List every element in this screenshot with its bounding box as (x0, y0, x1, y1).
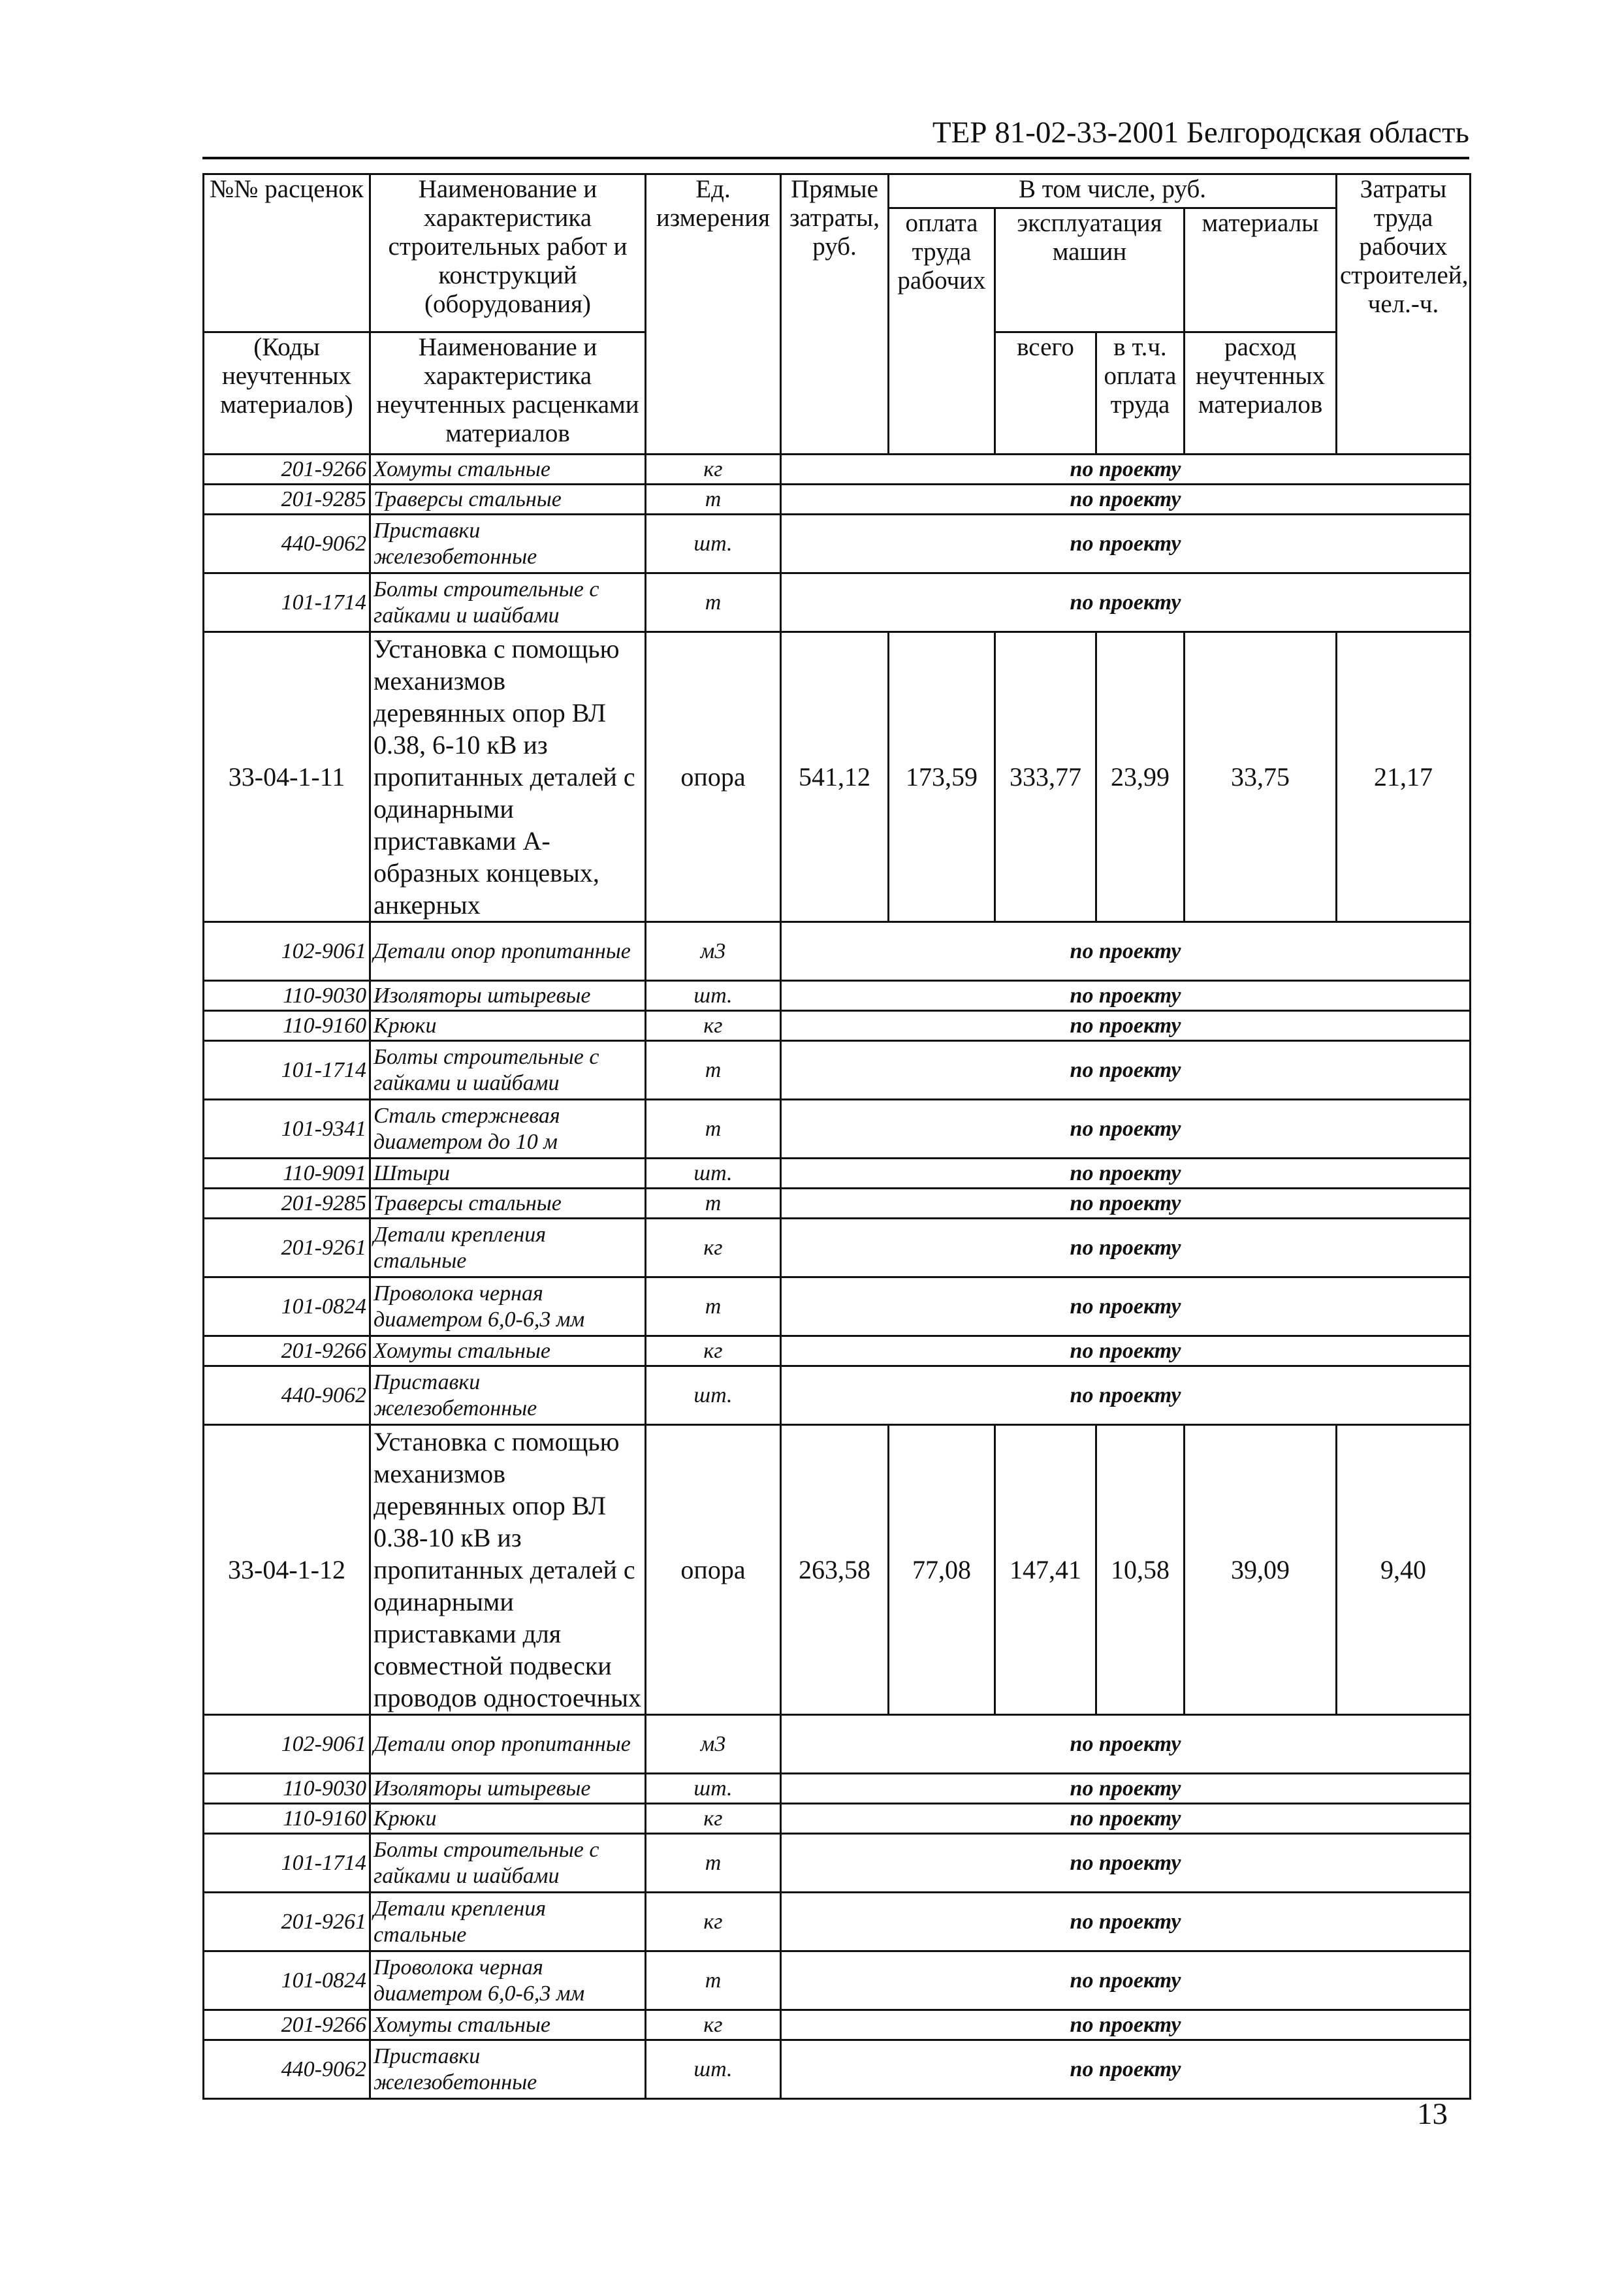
machines-wages: 23,99 (1096, 632, 1185, 922)
material-name: Приставки железобетонные (370, 2040, 646, 2099)
rates-table (202, 173, 1471, 2100)
material-code: 102-9061 (204, 922, 370, 981)
material-unit: шт. (646, 1774, 781, 1804)
col-name-bottom: Наименование и характеристика неучтенных расценками материалов (370, 332, 646, 455)
material-name: Штыри (370, 1159, 646, 1189)
material-unit: шт. (646, 1159, 781, 1189)
material-consumption: по проекту (781, 2040, 1471, 2099)
labor-hours: 21,17 (1337, 632, 1471, 922)
material-row (204, 922, 1471, 981)
material-row (204, 1159, 1471, 1189)
material-name: Сталь стержневая диаметром до 10 м (370, 1100, 646, 1159)
material-name: Траверсы стальные (370, 1189, 646, 1219)
material-name: Болты строительные с гайками и шайбами (370, 1834, 646, 1893)
material-row (204, 1774, 1471, 1804)
material-row (204, 515, 1471, 573)
header-rule (202, 157, 1469, 159)
material-consumption: по проекту (781, 1189, 1471, 1219)
material-row (204, 455, 1471, 485)
material-consumption: по проекту (781, 1893, 1471, 1951)
work-row (204, 632, 1471, 922)
col-materials-unaccounted: расход неучтенных материалов (1185, 332, 1337, 455)
material-consumption: по проекту (781, 515, 1471, 573)
col-machines-total: всего (995, 332, 1096, 455)
material-code: 440-9062 (204, 2040, 370, 2099)
material-code: 201-9261 (204, 1219, 370, 1277)
materials-cost: 33,75 (1185, 632, 1337, 922)
material-unit: шт. (646, 515, 781, 573)
work-row (204, 1425, 1471, 1715)
material-unit: м3 (646, 1715, 781, 1774)
material-code: 101-1714 (204, 1041, 370, 1100)
material-row (204, 1893, 1471, 1951)
material-code: 440-9062 (204, 1366, 370, 1425)
material-row (204, 1277, 1471, 1336)
material-row (204, 2040, 1471, 2099)
material-row (204, 1715, 1471, 1774)
material-code: 102-9061 (204, 1715, 370, 1774)
material-code: 101-0824 (204, 1951, 370, 2010)
rate-code: 33-04-1-12 (204, 1425, 370, 1715)
material-code: 201-9266 (204, 1336, 370, 1366)
material-code: 110-9030 (204, 1774, 370, 1804)
page-header (202, 111, 1469, 154)
material-name: Крюки (370, 1804, 646, 1834)
material-consumption: по проекту (781, 1100, 1471, 1159)
material-row (204, 1189, 1471, 1219)
material-code: 201-9261 (204, 1893, 370, 1951)
material-code: 101-1714 (204, 1834, 370, 1893)
machines-total: 147,41 (995, 1425, 1096, 1715)
col-machines: эксплуатация машин (995, 208, 1185, 332)
col-name-top: Наименование и характеристика строительных работ и конструкций (оборудования) (370, 174, 646, 332)
material-unit: кг (646, 1011, 781, 1041)
material-name: Детали крепления стальные (370, 1893, 646, 1951)
material-unit: т (646, 1277, 781, 1336)
material-row (204, 1951, 1471, 2010)
material-row (204, 2010, 1471, 2040)
material-consumption: по проекту (781, 1277, 1471, 1336)
material-code: 110-9160 (204, 1804, 370, 1834)
machines-wages: 10,58 (1096, 1425, 1185, 1715)
material-unit: т (646, 1100, 781, 1159)
material-code: 201-9285 (204, 485, 370, 515)
page-number: 13 (1417, 2097, 1448, 2131)
col-code-bottom: (Коды неучтенных материалов) (204, 332, 370, 455)
material-code: 440-9062 (204, 515, 370, 573)
material-name: Болты строительные с гайками и шайбами (370, 573, 646, 632)
rate-code: 33-04-1-11 (204, 632, 370, 922)
col-labor: Затраты труда рабочих строителей, чел.-ч. (1337, 174, 1471, 455)
material-name: Траверсы стальные (370, 485, 646, 515)
material-consumption: по проекту (781, 485, 1471, 515)
material-row (204, 1011, 1471, 1041)
material-code: 110-9091 (204, 1159, 370, 1189)
material-name: Изоляторы штыревые (370, 1774, 646, 1804)
material-name: Крюки (370, 1011, 646, 1041)
col-incl: В том числе, руб. (889, 174, 1337, 208)
material-unit: шт. (646, 981, 781, 1011)
material-consumption: по проекту (781, 455, 1471, 485)
material-row (204, 1100, 1471, 1159)
material-unit: шт. (646, 2040, 781, 2099)
material-code: 201-9266 (204, 455, 370, 485)
direct-cost: 541,12 (781, 632, 889, 922)
material-row (204, 1366, 1471, 1425)
table-body (204, 174, 1471, 2099)
material-unit: т (646, 1951, 781, 2010)
direct-cost: 263,58 (781, 1425, 889, 1715)
material-consumption: по проекту (781, 1951, 1471, 2010)
material-consumption: по проекту (781, 1159, 1471, 1189)
material-row (204, 573, 1471, 632)
material-unit: м3 (646, 922, 781, 981)
work-unit: опора (646, 632, 781, 922)
material-consumption: по проекту (781, 2010, 1471, 2040)
material-name: Детали крепления стальные (370, 1219, 646, 1277)
material-unit: т (646, 1834, 781, 1893)
work-name: Установка с помощью механизмов деревянных опор ВЛ 0.38-10 кВ из пропитанных деталей с одинарными приставками для совместной подвески проводов одностоечных (370, 1425, 646, 1715)
material-unit: кг (646, 1336, 781, 1366)
material-unit: т (646, 1189, 781, 1219)
material-consumption: по проекту (781, 981, 1471, 1011)
col-wages: оплата труда рабочих (889, 208, 995, 455)
material-name: Проволока черная диаметром 6,0-6,3 мм (370, 1277, 646, 1336)
material-unit: кг (646, 455, 781, 485)
col-materials: материалы (1185, 208, 1337, 332)
material-code: 110-9160 (204, 1011, 370, 1041)
material-unit: кг (646, 1219, 781, 1277)
material-row (204, 1041, 1471, 1100)
wages-cost: 77,08 (889, 1425, 995, 1715)
material-code: 110-9030 (204, 981, 370, 1011)
col-code-top: №№ расценок (204, 174, 370, 332)
material-unit: т (646, 573, 781, 632)
material-unit: кг (646, 1804, 781, 1834)
col-unit: Ед. измерения (646, 174, 781, 455)
material-consumption: по проекту (781, 1011, 1471, 1041)
material-name: Болты строительные с гайками и шайбами (370, 1041, 646, 1100)
wages-cost: 173,59 (889, 632, 995, 922)
material-name: Приставки железобетонные (370, 515, 646, 573)
work-name: Установка с помощью механизмов деревянных опор ВЛ 0.38, 6-10 кВ из пропитанных деталей с одинарными приставками А- образных концевых, анкерных (370, 632, 646, 922)
labor-hours: 9,40 (1337, 1425, 1471, 1715)
material-code: 101-9341 (204, 1100, 370, 1159)
material-consumption: по проекту (781, 1804, 1471, 1834)
material-name: Хомуты стальные (370, 2010, 646, 2040)
material-row (204, 1804, 1471, 1834)
machines-total: 333,77 (995, 632, 1096, 922)
materials-cost: 39,09 (1185, 1425, 1337, 1715)
material-unit: шт. (646, 1366, 781, 1425)
material-name: Проволока черная диаметром 6,0-6,3 мм (370, 1951, 646, 2010)
material-code: 101-0824 (204, 1277, 370, 1336)
material-unit: кг (646, 2010, 781, 2040)
material-consumption: по проекту (781, 1774, 1471, 1804)
material-consumption: по проекту (781, 1041, 1471, 1100)
material-row (204, 1219, 1471, 1277)
material-name: Хомуты стальные (370, 455, 646, 485)
material-row (204, 981, 1471, 1011)
material-name: Хомуты стальные (370, 1336, 646, 1366)
material-name: Детали опор пропитанные (370, 1715, 646, 1774)
material-unit: т (646, 1041, 781, 1100)
material-unit: т (646, 485, 781, 515)
material-name: Детали опор пропитанные (370, 922, 646, 981)
document-title: ТЕР 81-02-33-2001 Белгородская область (932, 116, 1469, 150)
material-row (204, 1336, 1471, 1366)
material-consumption: по проекту (781, 1366, 1471, 1425)
col-direct: Прямые затраты, руб. (781, 174, 889, 455)
material-name: Изоляторы штыревые (370, 981, 646, 1011)
material-row (204, 1834, 1471, 1893)
work-unit: опора (646, 1425, 781, 1715)
material-consumption: по проекту (781, 573, 1471, 632)
material-consumption: по проекту (781, 1219, 1471, 1277)
material-unit: кг (646, 1893, 781, 1951)
material-consumption: по проекту (781, 1715, 1471, 1774)
col-machines-wages: в т.ч. оплата труда (1096, 332, 1185, 455)
material-consumption: по проекту (781, 1834, 1471, 1893)
material-code: 201-9266 (204, 2010, 370, 2040)
material-code: 101-1714 (204, 573, 370, 632)
material-code: 201-9285 (204, 1189, 370, 1219)
material-consumption: по проекту (781, 1336, 1471, 1366)
material-row (204, 485, 1471, 515)
material-consumption: по проекту (781, 922, 1471, 981)
material-name: Приставки железобетонные (370, 1366, 646, 1425)
header-row-1 (204, 174, 1471, 208)
